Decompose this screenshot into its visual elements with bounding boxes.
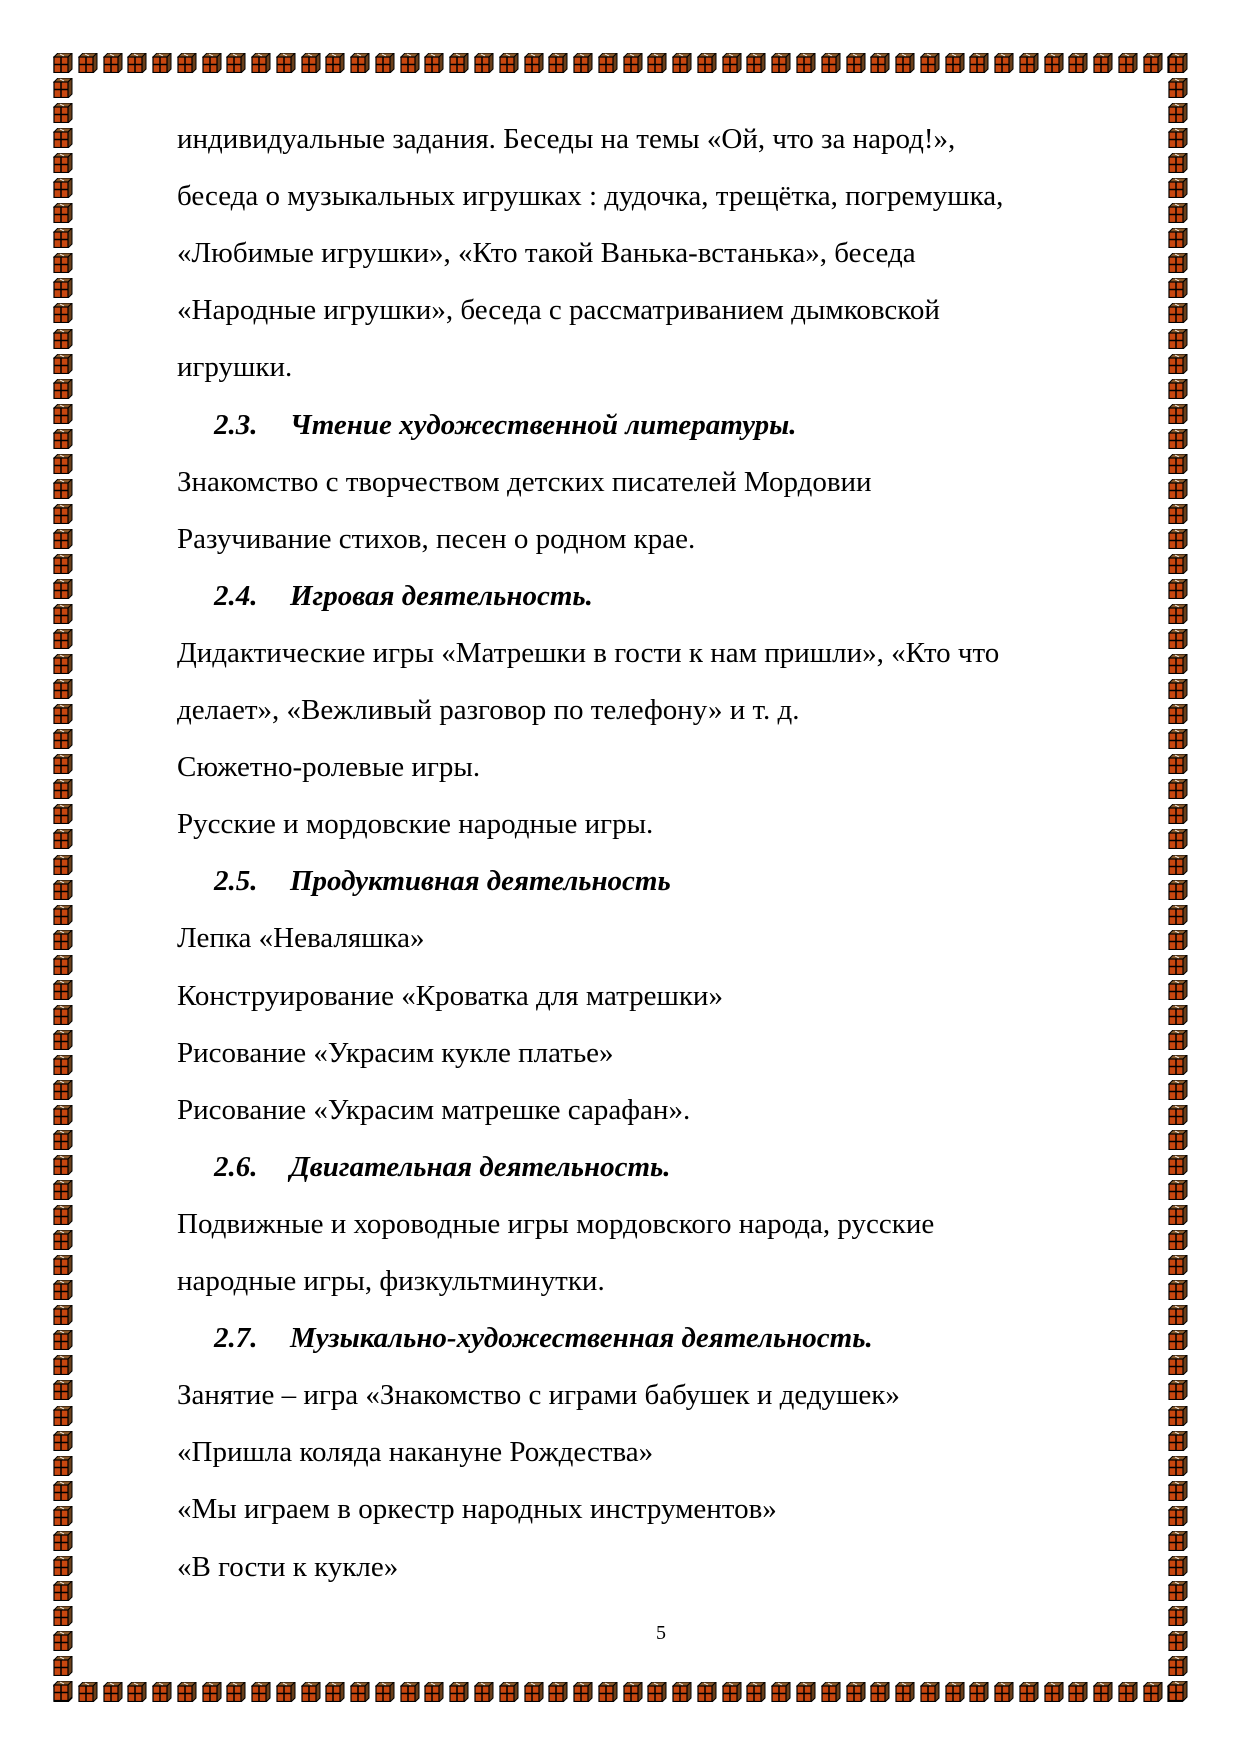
- brick-box-icon: [53, 1380, 73, 1400]
- text-line: Разучивание стихов, песен о родном крае.: [177, 522, 696, 555]
- brick-box-icon: [53, 1631, 73, 1651]
- brick-box-icon: [746, 1682, 766, 1702]
- brick-box-icon: [375, 1682, 395, 1702]
- brick-box-icon: [1168, 153, 1188, 173]
- brick-box-icon: [524, 1682, 544, 1702]
- text-line: Сюжетно-ролевые игры.: [177, 751, 481, 784]
- border-left: [53, 53, 73, 1702]
- brick-box-icon: [920, 1682, 940, 1702]
- brick-box-icon: [53, 804, 73, 824]
- text-line: Конструирование «Кроватка для матрешки»: [177, 979, 723, 1012]
- brick-box-icon: [1168, 303, 1188, 323]
- brick-box-icon: [1143, 53, 1163, 73]
- brick-box-icon: [251, 1682, 271, 1702]
- brick-box-icon: [573, 1682, 593, 1702]
- brick-box-icon: [226, 1682, 246, 1702]
- page-number: 5: [656, 1622, 666, 1644]
- brick-box-icon: [821, 53, 841, 73]
- brick-box-icon: [1168, 1180, 1188, 1200]
- text-line: делает», «Вежливый разговор по телефону» и т. д.: [177, 694, 800, 726]
- brick-box-icon: [1168, 203, 1188, 223]
- brick-box-icon: [276, 1682, 296, 1702]
- brick-box-icon: [251, 53, 271, 73]
- brick-box-icon: [400, 53, 420, 73]
- brick-box-icon: [771, 53, 791, 73]
- brick-box-icon: [53, 905, 73, 925]
- brick-box-icon: [53, 454, 73, 474]
- brick-box-icon: [1044, 1682, 1064, 1702]
- brick-box-icon: [53, 153, 73, 173]
- brick-box-icon: [103, 53, 123, 73]
- brick-box-icon: [1168, 1105, 1188, 1125]
- brick-box-icon: [53, 103, 73, 123]
- brick-box-icon: [53, 1506, 73, 1526]
- brick-box-icon: [152, 1682, 172, 1702]
- text-line: беседа о музыкальных игрушках : дудочка, трещётка, погремушка,: [177, 180, 1004, 213]
- section-number: 2.5.: [214, 865, 258, 898]
- text-line: народные игры, физкультминутки.: [177, 1265, 605, 1297]
- brick-box-icon: [53, 1055, 73, 1075]
- text-line: Рисование «Украсим кукле платье»: [177, 1036, 614, 1069]
- border-right: [1168, 53, 1188, 1702]
- brick-box-icon: [945, 1682, 965, 1702]
- brick-box-icon: [53, 1205, 73, 1225]
- brick-box-icon: [1168, 1656, 1188, 1676]
- brick-box-icon: [1168, 128, 1188, 148]
- brick-box-icon: [350, 53, 370, 73]
- section-number: 2.7.: [214, 1322, 258, 1355]
- brick-box-icon: [53, 1481, 73, 1501]
- brick-box-icon: [1168, 1631, 1188, 1651]
- brick-box-icon: [424, 53, 444, 73]
- brick-box-icon: [53, 278, 73, 298]
- brick-box-icon: [1168, 404, 1188, 424]
- brick-box-icon: [722, 1682, 742, 1702]
- brick-box-icon: [53, 404, 73, 424]
- brick-box-icon: [1168, 529, 1188, 549]
- text-line: «Народные игрушки», беседа с рассматриванием дымковской: [177, 294, 940, 327]
- section-title: Чтение художественной литературы.: [290, 408, 797, 441]
- brick-box-icon: [53, 1155, 73, 1175]
- section-heading: [214, 864, 671, 898]
- brick-box-icon: [53, 429, 73, 449]
- section-number: 2.6.: [214, 1150, 258, 1183]
- brick-box-icon: [1168, 429, 1188, 449]
- brick-box-icon: [53, 178, 73, 198]
- brick-box-icon: [152, 53, 172, 73]
- brick-box-icon: [969, 53, 989, 73]
- brick-box-icon: [1168, 379, 1188, 399]
- brick-box-icon: [53, 504, 73, 524]
- brick-box-icon: [623, 1682, 643, 1702]
- brick-box-icon: [1168, 629, 1188, 649]
- brick-box-icon: [400, 1682, 420, 1702]
- section-number: 2.4.: [214, 579, 258, 612]
- brick-box-icon: [53, 1180, 73, 1200]
- brick-box-icon: [672, 1682, 692, 1702]
- brick-box-icon: [325, 1682, 345, 1702]
- brick-box-icon: [1168, 228, 1188, 248]
- brick-box-icon: [1168, 980, 1188, 1000]
- brick-box-icon: [1168, 78, 1188, 98]
- text-line: Знакомство с творчеством детских писателей Мордовии: [177, 465, 872, 498]
- brick-box-icon: [1019, 1682, 1039, 1702]
- text-line: индивидуальные задания. Беседы на темы «Ой, что за народ!»,: [177, 123, 956, 155]
- brick-box-icon: [1168, 729, 1188, 749]
- brick-box-icon: [53, 379, 73, 399]
- brick-box-icon: [1168, 1255, 1188, 1275]
- brick-box-icon: [53, 679, 73, 699]
- section-heading: [214, 579, 593, 613]
- brick-box-icon: [375, 53, 395, 73]
- brick-box-icon: [1168, 178, 1188, 198]
- brick-box-icon: [53, 1355, 73, 1375]
- brick-box-icon: [821, 1682, 841, 1702]
- brick-box-icon: [1019, 53, 1039, 73]
- brick-box-icon: [1168, 1681, 1188, 1701]
- brick-box-icon: [1168, 579, 1188, 599]
- brick-box-icon: [1068, 1682, 1088, 1702]
- brick-box-icon: [78, 53, 98, 73]
- brick-box-icon: [177, 1682, 197, 1702]
- border-top: [53, 53, 1188, 73]
- brick-box-icon: [53, 855, 73, 875]
- brick-box-icon: [1168, 955, 1188, 975]
- brick-box-icon: [846, 53, 866, 73]
- brick-box-icon: [1168, 930, 1188, 950]
- brick-box-icon: [1093, 53, 1113, 73]
- text-line: Дидактические игры «Матрешки в гости к нам пришли», «Кто что: [177, 636, 1000, 669]
- text-line: Лепка «Неваляшка»: [177, 922, 425, 955]
- brick-box-icon: [1168, 1380, 1188, 1400]
- brick-box-icon: [1168, 1355, 1188, 1375]
- brick-box-icon: [1168, 905, 1188, 925]
- brick-box-icon: [1093, 1682, 1113, 1702]
- brick-box-icon: [1168, 103, 1188, 123]
- text-line: «Мы играем в оркестр народных инструментов»: [177, 1493, 777, 1526]
- brick-box-icon: [202, 1682, 222, 1702]
- brick-box-icon: [53, 128, 73, 148]
- brick-box-icon: [53, 1581, 73, 1601]
- brick-box-icon: [53, 829, 73, 849]
- brick-box-icon: [202, 53, 222, 73]
- border-bottom: [53, 1682, 1188, 1702]
- brick-box-icon: [1168, 1130, 1188, 1150]
- text-line: Русские и мордовские народные игры.: [177, 808, 654, 841]
- brick-box-icon: [895, 53, 915, 73]
- brick-box-icon: [796, 1682, 816, 1702]
- brick-box-icon: [1168, 1005, 1188, 1025]
- text-line: «Любимые игрушки», «Кто такой Ванька-встанька», беседа: [177, 237, 916, 270]
- brick-box-icon: [53, 1305, 73, 1325]
- brick-box-icon: [1168, 1406, 1188, 1426]
- brick-box-icon: [53, 1280, 73, 1300]
- brick-box-icon: [53, 1130, 73, 1150]
- brick-box-icon: [53, 329, 73, 349]
- brick-box-icon: [449, 1682, 469, 1702]
- brick-box-icon: [177, 53, 197, 73]
- section-heading: [214, 408, 797, 442]
- brick-box-icon: [1044, 53, 1064, 73]
- brick-box-icon: [53, 629, 73, 649]
- brick-box-icon: [1168, 1481, 1188, 1501]
- brick-box-icon: [623, 53, 643, 73]
- text-line: игрушки.: [177, 351, 293, 384]
- brick-box-icon: [771, 1682, 791, 1702]
- brick-box-icon: [53, 78, 73, 98]
- brick-box-icon: [1168, 329, 1188, 349]
- brick-box-icon: [1068, 53, 1088, 73]
- brick-box-icon: [78, 1682, 98, 1702]
- brick-box-icon: [53, 1456, 73, 1476]
- brick-box-icon: [53, 930, 73, 950]
- brick-box-icon: [1168, 1280, 1188, 1300]
- section-title: Продуктивная деятельность: [290, 865, 671, 898]
- brick-box-icon: [548, 1682, 568, 1702]
- brick-box-icon: [846, 1682, 866, 1702]
- brick-box-icon: [796, 53, 816, 73]
- brick-box-icon: [53, 1230, 73, 1250]
- brick-box-icon: [53, 1030, 73, 1050]
- brick-box-icon: [1168, 804, 1188, 824]
- brick-box-icon: [598, 53, 618, 73]
- brick-box-icon: [53, 880, 73, 900]
- brick-box-icon: [53, 654, 73, 674]
- brick-box-icon: [449, 53, 469, 73]
- section-heading: [214, 1150, 671, 1184]
- brick-box-icon: [53, 228, 73, 248]
- brick-box-icon: [53, 354, 73, 374]
- brick-box-icon: [424, 1682, 444, 1702]
- brick-box-icon: [1168, 1606, 1188, 1626]
- brick-box-icon: [1118, 1682, 1138, 1702]
- brick-box-icon: [647, 53, 667, 73]
- section-title: Двигательная деятельность.: [290, 1150, 671, 1183]
- brick-box-icon: [524, 53, 544, 73]
- brick-box-icon: [697, 53, 717, 73]
- brick-box-icon: [53, 1080, 73, 1100]
- brick-box-icon: [1168, 1506, 1188, 1526]
- brick-box-icon: [722, 53, 742, 73]
- brick-box-icon: [53, 529, 73, 549]
- brick-box-icon: [53, 955, 73, 975]
- section-title: Музыкально-художественная деятельность.: [290, 1322, 873, 1355]
- brick-box-icon: [474, 1682, 494, 1702]
- brick-box-icon: [53, 754, 73, 774]
- brick-box-icon: [994, 53, 1014, 73]
- brick-box-icon: [1168, 704, 1188, 724]
- brick-box-icon: [1168, 1155, 1188, 1175]
- brick-box-icon: [474, 53, 494, 73]
- brick-box-icon: [53, 1531, 73, 1551]
- brick-box-icon: [1168, 880, 1188, 900]
- brick-box-icon: [325, 53, 345, 73]
- brick-box-icon: [1168, 604, 1188, 624]
- brick-box-icon: [746, 53, 766, 73]
- section-heading: [214, 1321, 873, 1355]
- brick-box-icon: [53, 1656, 73, 1676]
- brick-box-icon: [53, 1431, 73, 1451]
- brick-box-icon: [53, 1255, 73, 1275]
- text-line: Занятие – игра «Знакомство с играми бабушек и дедушек»: [177, 1379, 900, 1412]
- brick-box-icon: [53, 253, 73, 273]
- brick-box-icon: [53, 604, 73, 624]
- brick-box-icon: [1168, 253, 1188, 273]
- brick-box-icon: [103, 1682, 123, 1702]
- brick-box-icon: [1168, 855, 1188, 875]
- brick-box-icon: [969, 1682, 989, 1702]
- brick-box-icon: [53, 303, 73, 323]
- brick-box-icon: [53, 1330, 73, 1350]
- brick-box-icon: [53, 1681, 73, 1701]
- brick-box-icon: [1168, 1055, 1188, 1075]
- brick-box-icon: [53, 980, 73, 1000]
- brick-box-icon: [127, 53, 147, 73]
- brick-box-icon: [1168, 479, 1188, 499]
- brick-box-icon: [1168, 554, 1188, 574]
- brick-box-icon: [1168, 779, 1188, 799]
- brick-box-icon: [598, 1682, 618, 1702]
- brick-box-icon: [1143, 1682, 1163, 1702]
- brick-box-icon: [1168, 1230, 1188, 1250]
- brick-box-icon: [53, 1606, 73, 1626]
- brick-box-icon: [1168, 1080, 1188, 1100]
- brick-box-icon: [301, 53, 321, 73]
- text-line: Рисование «Украсим матрешке сарафан».: [177, 1093, 691, 1126]
- brick-box-icon: [53, 53, 73, 73]
- brick-box-icon: [870, 53, 890, 73]
- brick-box-icon: [1168, 654, 1188, 674]
- brick-box-icon: [1168, 278, 1188, 298]
- brick-box-icon: [53, 579, 73, 599]
- brick-box-icon: [301, 1682, 321, 1702]
- brick-box-icon: [1168, 1456, 1188, 1476]
- brick-box-icon: [53, 1105, 73, 1125]
- brick-box-icon: [1118, 53, 1138, 73]
- brick-box-icon: [1168, 1330, 1188, 1350]
- brick-box-icon: [548, 53, 568, 73]
- brick-box-icon: [945, 53, 965, 73]
- brick-box-icon: [127, 1682, 147, 1702]
- text-line: Подвижные и хороводные игры мордовского народа, русские: [177, 1207, 935, 1240]
- brick-box-icon: [1168, 1556, 1188, 1576]
- brick-box-icon: [1168, 679, 1188, 699]
- text-line: «Пришла коляда накануне Рождества»: [177, 1436, 654, 1469]
- brick-box-icon: [1168, 1305, 1188, 1325]
- brick-box-icon: [53, 1406, 73, 1426]
- brick-box-icon: [1168, 1531, 1188, 1551]
- brick-box-icon: [672, 53, 692, 73]
- brick-box-icon: [1168, 1581, 1188, 1601]
- brick-box-icon: [350, 1682, 370, 1702]
- section-title: Игровая деятельность.: [290, 579, 593, 612]
- brick-box-icon: [895, 1682, 915, 1702]
- brick-box-icon: [1168, 754, 1188, 774]
- brick-box-icon: [53, 729, 73, 749]
- brick-box-icon: [920, 53, 940, 73]
- brick-box-icon: [697, 1682, 717, 1702]
- brick-box-icon: [647, 1682, 667, 1702]
- brick-box-icon: [53, 1005, 73, 1025]
- brick-box-icon: [573, 53, 593, 73]
- brick-box-icon: [53, 479, 73, 499]
- text-line: «В гости к кукле»: [177, 1550, 399, 1583]
- brick-box-icon: [53, 704, 73, 724]
- brick-box-icon: [1168, 53, 1188, 73]
- brick-box-icon: [1168, 1030, 1188, 1050]
- brick-box-icon: [1168, 829, 1188, 849]
- brick-box-icon: [53, 1556, 73, 1576]
- brick-box-icon: [276, 53, 296, 73]
- brick-box-icon: [1168, 1431, 1188, 1451]
- brick-box-icon: [870, 1682, 890, 1702]
- brick-box-icon: [53, 779, 73, 799]
- brick-box-icon: [499, 53, 519, 73]
- brick-box-icon: [994, 1682, 1014, 1702]
- brick-box-icon: [53, 554, 73, 574]
- brick-box-icon: [499, 1682, 519, 1702]
- brick-box-icon: [1168, 504, 1188, 524]
- brick-box-icon: [226, 53, 246, 73]
- brick-box-icon: [1168, 1205, 1188, 1225]
- section-number: 2.3.: [214, 408, 258, 441]
- brick-box-icon: [53, 203, 73, 223]
- brick-box-icon: [1168, 454, 1188, 474]
- brick-box-icon: [1168, 354, 1188, 374]
